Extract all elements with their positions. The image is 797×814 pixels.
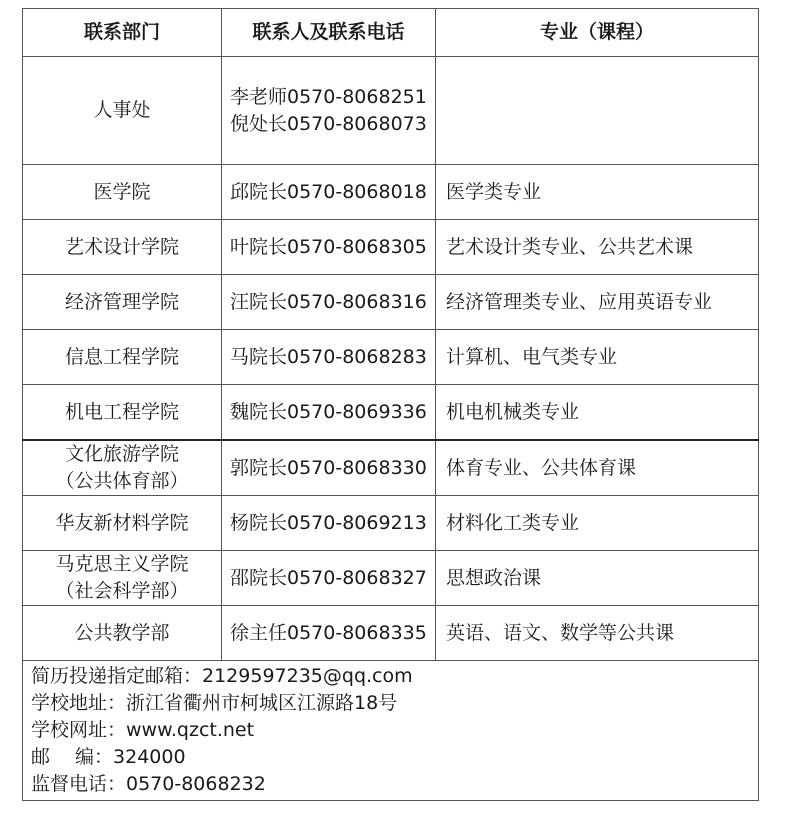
contact-cell bbox=[222, 57, 436, 165]
department-name: 马克思主义学院 bbox=[55, 553, 189, 575]
contact-entry: 汪院长0570-8068316 bbox=[230, 290, 427, 313]
major-cell: 经济管理类专业、应用英语专业 bbox=[436, 275, 759, 330]
department-cell bbox=[23, 496, 222, 551]
table-row bbox=[23, 57, 759, 165]
department-name: 人事处 bbox=[93, 99, 151, 121]
header-contact: 联系人及联系电话 bbox=[222, 9, 436, 57]
major-cell: 材料化工类专业 bbox=[436, 496, 759, 551]
major-cell: 英语、语文、数学等公共课 bbox=[436, 606, 759, 661]
department-name: 经济管理学院 bbox=[64, 290, 179, 313]
school-website-text[interactable]: 学校网址：www.qzct.net bbox=[31, 719, 255, 741]
major-cell: 医学类专业 bbox=[436, 165, 759, 220]
contact-cell bbox=[222, 551, 436, 606]
department-name: 医学院 bbox=[93, 180, 151, 203]
header-major: 专业（课程） bbox=[436, 9, 759, 57]
table-row bbox=[23, 165, 759, 220]
department-subname: （公共体育部） bbox=[55, 470, 189, 492]
department-cell bbox=[23, 165, 222, 220]
department-cell bbox=[23, 440, 222, 496]
table-row bbox=[23, 385, 759, 441]
department-cell bbox=[23, 220, 222, 275]
major-cell: 计算机、电气类专业 bbox=[436, 330, 759, 385]
contact-cell bbox=[222, 165, 436, 220]
major-cell: 体育专业、公共体育课 bbox=[436, 440, 759, 496]
contact-cell bbox=[222, 275, 436, 330]
department-name: 信息工程学院 bbox=[64, 345, 179, 368]
contact-entry: 叶院长0570-8068305 bbox=[230, 235, 427, 258]
contact-entry: 邱院长0570-8068018 bbox=[230, 180, 427, 203]
table-row bbox=[23, 275, 759, 330]
department-cell bbox=[23, 330, 222, 385]
table-row bbox=[23, 440, 759, 496]
table-row bbox=[23, 330, 759, 385]
contact-table-container bbox=[22, 8, 758, 801]
department-cell bbox=[23, 606, 222, 661]
department-cell bbox=[23, 275, 222, 330]
contact-entry: 郭院长0570-8068330 bbox=[230, 456, 427, 479]
footer-row bbox=[23, 661, 759, 801]
contact-cell bbox=[222, 440, 436, 496]
contact-table bbox=[22, 8, 759, 801]
supervision-phone-text: 监督电话：0570-8068232 bbox=[31, 773, 266, 795]
department-name: 艺术设计学院 bbox=[64, 235, 179, 258]
department-cell bbox=[23, 551, 222, 606]
table-header-row bbox=[23, 9, 759, 57]
contact-cell bbox=[222, 385, 436, 441]
contact-cell bbox=[222, 220, 436, 275]
contact-entry: 徐主任0570-8068335 bbox=[230, 621, 427, 644]
department-name: 文化旅游学院 bbox=[64, 443, 179, 465]
table-row bbox=[23, 496, 759, 551]
contact-entry: 马院长0570-8068283 bbox=[230, 345, 427, 368]
resume-email-text[interactable]: 简历投递指定邮箱：2129597235@qq.com bbox=[31, 665, 413, 687]
contact-entry: 倪处长0570-8068073 bbox=[230, 112, 427, 135]
major-cell: 艺术设计类专业、公共艺术课 bbox=[436, 220, 759, 275]
header-department: 联系部门 bbox=[23, 9, 222, 57]
major-cell: 思想政治课 bbox=[436, 551, 759, 606]
department-cell bbox=[23, 385, 222, 441]
table-row bbox=[23, 220, 759, 275]
contact-entry: 李老师0570-8068251 bbox=[230, 85, 427, 108]
contact-entry: 邵院长0570-8068327 bbox=[230, 566, 427, 589]
postcode-text: 邮 编：324000 bbox=[31, 746, 186, 768]
department-name: 华友新材料学院 bbox=[55, 511, 189, 534]
major-cell: 机电机械类专业 bbox=[436, 385, 759, 441]
contact-cell bbox=[222, 330, 436, 385]
table-row bbox=[23, 606, 759, 661]
contact-entry: 杨院长0570-8069213 bbox=[230, 511, 427, 534]
department-name: 公共教学部 bbox=[74, 621, 170, 644]
major-cell bbox=[436, 57, 759, 165]
department-name: 机电工程学院 bbox=[64, 400, 179, 423]
contact-cell bbox=[222, 496, 436, 551]
department-cell bbox=[23, 57, 222, 165]
school-address-text: 学校地址：浙江省衢州市柯城区江源路18号 bbox=[31, 692, 398, 714]
table-row bbox=[23, 551, 759, 606]
contact-cell bbox=[222, 606, 436, 661]
department-subname: （社会科学部） bbox=[55, 580, 189, 602]
footer-info-cell bbox=[23, 661, 759, 801]
contact-entry: 魏院长0570-8069336 bbox=[230, 400, 427, 423]
